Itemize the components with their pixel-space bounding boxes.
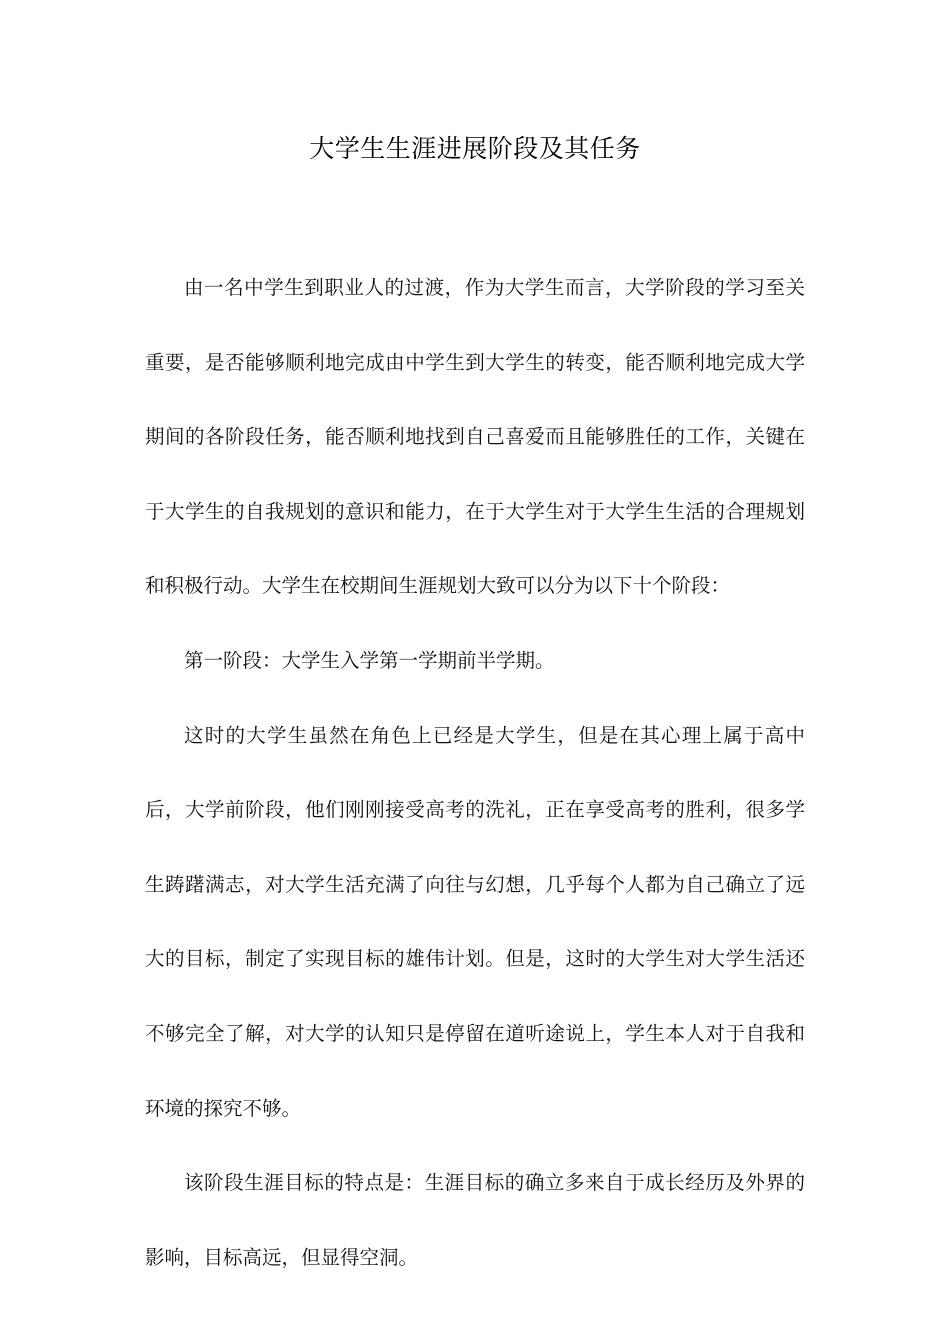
document-title: 大学生生涯进展阶段及其任务 [309, 134, 641, 163]
paragraph-stage-one-description: 这时的大学生虽然在角色上已经是大学生，但是在其心理上属于高中后，大学前阶段，他们刚刚接受高考的洗礼，正在享受高考的胜利，很多学生踌躇满志，对大学生活充满了向往与幻想，几乎每个人都为自己确立了远大的目标，制定了实现目标的雄伟计划。但是，这时的大学生对大学生活还不够完全了解，对大学的认知只是停留在道听途说上，学生本人对于自我和环境的探究不够。 [145, 723, 805, 1120]
paragraph-stage-one-heading: 第一阶段：大学生入学第一学期前半学期。 [184, 648, 555, 672]
paragraph-stage-one-goal-features: 该阶段生涯目标的特点是：生涯目标的确立多来自于成长经历及外界的影响，目标高远，但显得空洞。 [145, 1171, 805, 1269]
document-body [145, 251, 805, 1295]
paragraph-intro: 由一名中学生到职业人的过渡，作为大学生而言，大学阶段的学习至关重要，是否能够顺利地完成由中学生到大学生的转变，能否顺利地完成大学期间的各阶段任务，能否顺利地找到自己喜爱而且能够胜任的工作，关键在于大学生的自我规划的意识和能力，在于大学生对于大学生生活的合理规划和积极行动。大学生在校期间生涯规划大致可以分为以下十个阶段： [145, 276, 805, 598]
